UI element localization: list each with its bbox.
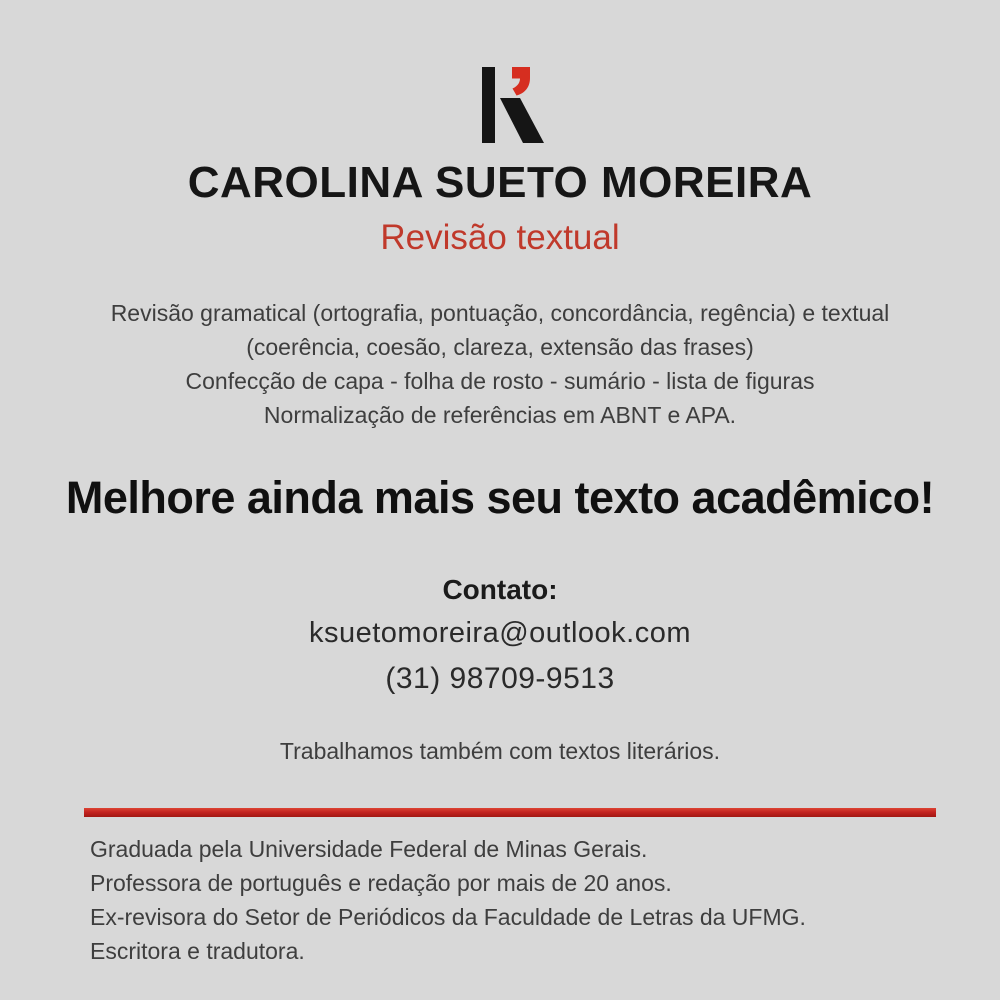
credential-line: Graduada pela Universidade Federal de Minas Gerais.	[90, 836, 648, 862]
headline: Melhore ainda mais seu texto acadêmico!	[65, 472, 935, 523]
credential-line: Escritora e tradutora.	[90, 938, 305, 964]
services-line: Normalização de referências em ABNT e APA.	[263, 402, 737, 428]
logo-apostrophe-icon	[512, 67, 530, 96]
credential-line: Ex-revisora do Setor de Periódicos da Faculdade de Letras da UFMG.	[90, 904, 806, 930]
contact-phone: (31) 98709-9513	[385, 662, 615, 695]
credential-line: Professora de português e redação por mais de 20 anos.	[90, 870, 672, 896]
logo-k-stem	[482, 67, 495, 143]
contact-label: Contato:	[442, 574, 558, 605]
services-line: Confecção de capa - folha de rosto - sumário - lista de figuras	[185, 368, 815, 394]
services-line: Revisão gramatical (ortografia, pontuação, concordância, regência) e textual	[110, 300, 890, 326]
brand-tagline: Revisão textual	[380, 218, 620, 257]
services-line: (coerência, coesão, clareza, extensão das frases)	[246, 334, 754, 360]
services-description	[0, 296, 1000, 432]
credentials-list	[90, 832, 970, 968]
brand-name: CAROLINA SUETO MOREIRA	[187, 158, 813, 207]
logo-k-leg	[500, 98, 544, 143]
literary-note: Trabalhamos também com textos literários.	[279, 738, 721, 764]
k-monogram-logo	[470, 58, 560, 150]
red-divider	[84, 808, 936, 817]
contact-email: ksuetomoreira@outlook.com	[308, 617, 692, 649]
